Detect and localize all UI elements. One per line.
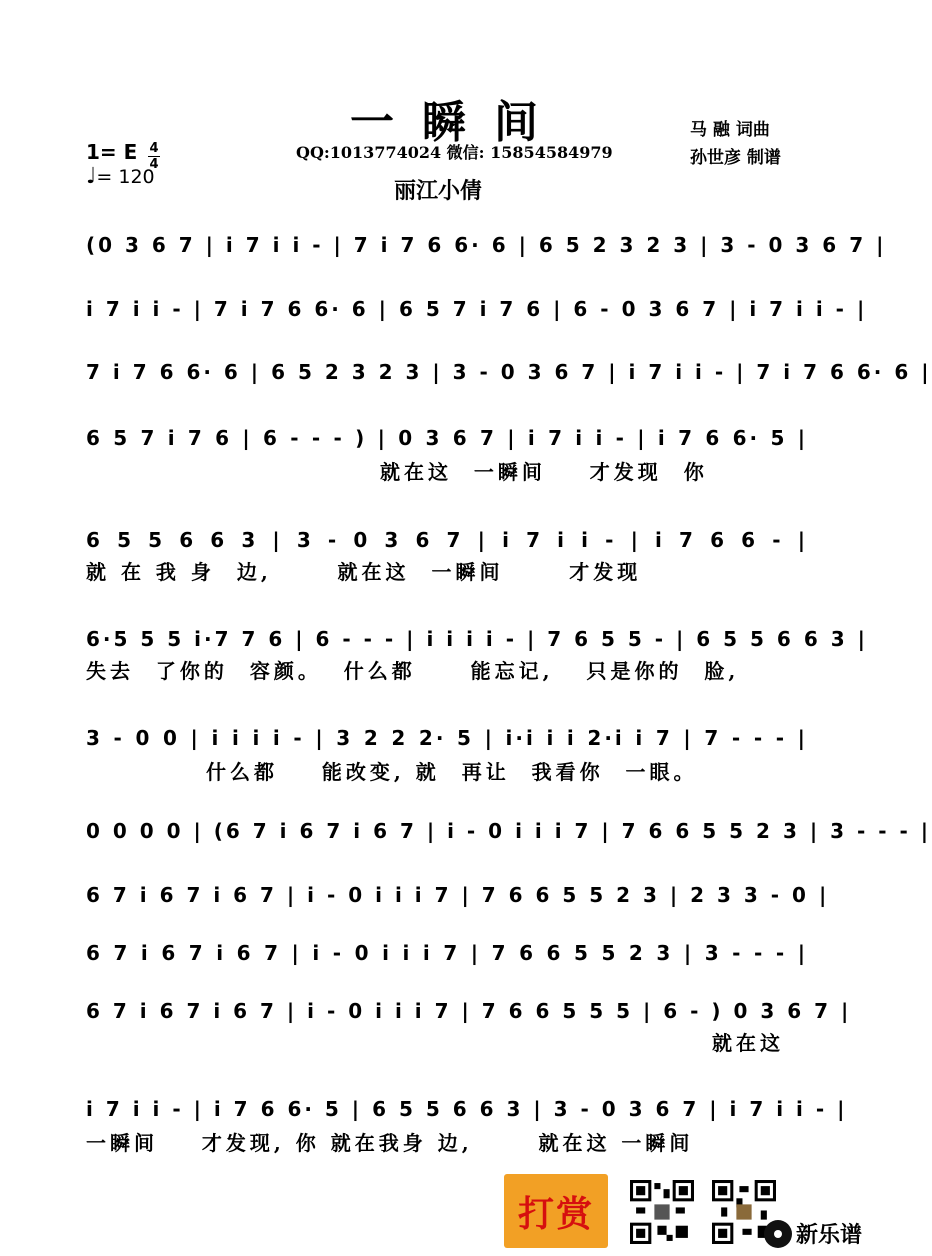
notation-row: 0 0 0 0 | (6 7 i 6 7 i 6 7 | i - 0 i i i 7 | 7 6 6 5 5 2 3 | 3 - - - |: [86, 819, 932, 843]
reward-button[interactable]: [504, 1174, 608, 1248]
notation-row: 6 7 i 6 7 i 6 7 | i - 0 i i i 7 | 7 6 6 5 5 2 3 | 2 3 3 - 0 |: [86, 883, 830, 907]
staff-line-4: [86, 423, 808, 484]
staff-line-5: [86, 525, 808, 584]
lyrics-row: 就 在 我 身 边, 就在这 一瞬间 才发现: [86, 560, 642, 584]
contact-info: QQ:1013774024 微信: 15854584979: [296, 143, 613, 162]
notation-row: (0 3 6 7 | i 7 i i - | 7 i 7 6 6· 6 | 6 5 2 3 2 3 | 3 - 0 3 6 7 |: [86, 233, 887, 257]
staff-line-10: [86, 938, 808, 978]
notation-row: 6·5 5 5 i·7 7 6 | 6 - - - | i i i i - | 7 6 5 5 - | 6 5 5 6 6 3 |: [86, 627, 868, 651]
vinyl-disc-icon: [764, 1220, 792, 1248]
credits-lyricist-composer: 马 融 词曲: [690, 120, 770, 140]
staff-line-7: [86, 723, 808, 784]
notation-row: i 7 i i - | 7 i 7 6 6· 6 | 6 5 7 i 7 6 | 6 - 0 3 6 7 | i 7 i i - |: [86, 297, 868, 321]
credits-transcriber: 孙世彦 制谱: [690, 148, 781, 168]
notation-row: 6 7 i 6 7 i 6 7 | i - 0 i i i 7 | 7 6 6 5 5 2 3 | 3 - - - |: [86, 941, 808, 965]
staff-line-6: [86, 624, 868, 683]
credits: [690, 116, 781, 172]
notation-row: 6 7 i 6 7 i 6 7 | i - 0 i i i 7 | 7 6 6 5 5 5 | 6 - ) 0 3 6 7 |: [86, 999, 852, 1023]
staff-line-2: [86, 294, 868, 334]
staff-line-9: [86, 880, 830, 920]
notation-row: 6 5 7 i 7 6 | 6 - - - ) | 0 3 6 7 | i 7 i i - | i 7 6 6· 5 |: [86, 426, 808, 450]
staff-line-8: [86, 816, 932, 856]
singer-name: 丽江小倩: [394, 178, 483, 204]
song-title: 一瞬间: [350, 97, 566, 148]
brand-name: 新乐谱: [796, 1223, 863, 1248]
staff-line-3: [86, 357, 932, 397]
brand-logo: [764, 1218, 862, 1249]
staff-line-1: [86, 230, 887, 270]
qr-code-icon: [630, 1180, 694, 1244]
lyrics-row: 一瞬间 才发现, 你 就在我身 边, 就在这 一瞬间: [86, 1131, 694, 1155]
lyrics-row: 就在这: [712, 1031, 784, 1055]
lyrics-row: 什么都 能改变, 就 再让 我看你 一眼。: [206, 760, 698, 784]
notation-row: 6 5 5 6 6 3 | 3 - 0 3 6 7 | i 7 i i - | i 7 6 6 - |: [86, 528, 808, 552]
time-signature: 4 4: [149, 141, 159, 172]
staff-line-11: [86, 996, 852, 1055]
lyrics-row: 失去 了你的 容颜。 什么都 能忘记, 只是你的 脸,: [86, 659, 740, 683]
tempo-marking: ♩= 120: [86, 164, 155, 189]
key-signature: 1= E: [86, 140, 138, 164]
notation-row: 3 - 0 0 | i i i i - | 3 2 2 2· 5 | i·i i i 2·i i 7 | 7 - - - |: [86, 726, 808, 750]
notation-row: 7 i 7 6 6· 6 | 6 5 2 3 2 3 | 3 - 0 3 6 7 | i 7 i i - | 7 i 7 6 6· 6 |: [86, 360, 932, 384]
staff-line-12: [86, 1094, 848, 1155]
quarter-note-icon: ♩: [86, 164, 97, 189]
notation-row: i 7 i i - | i 7 6 6· 5 | 6 5 5 6 6 3 | 3 - 0 3 6 7 | i 7 i i - |: [86, 1097, 848, 1121]
lyrics-row: 就在这 一瞬间 才发现 你: [380, 460, 708, 484]
reward-label: 打赏: [517, 1193, 594, 1235]
